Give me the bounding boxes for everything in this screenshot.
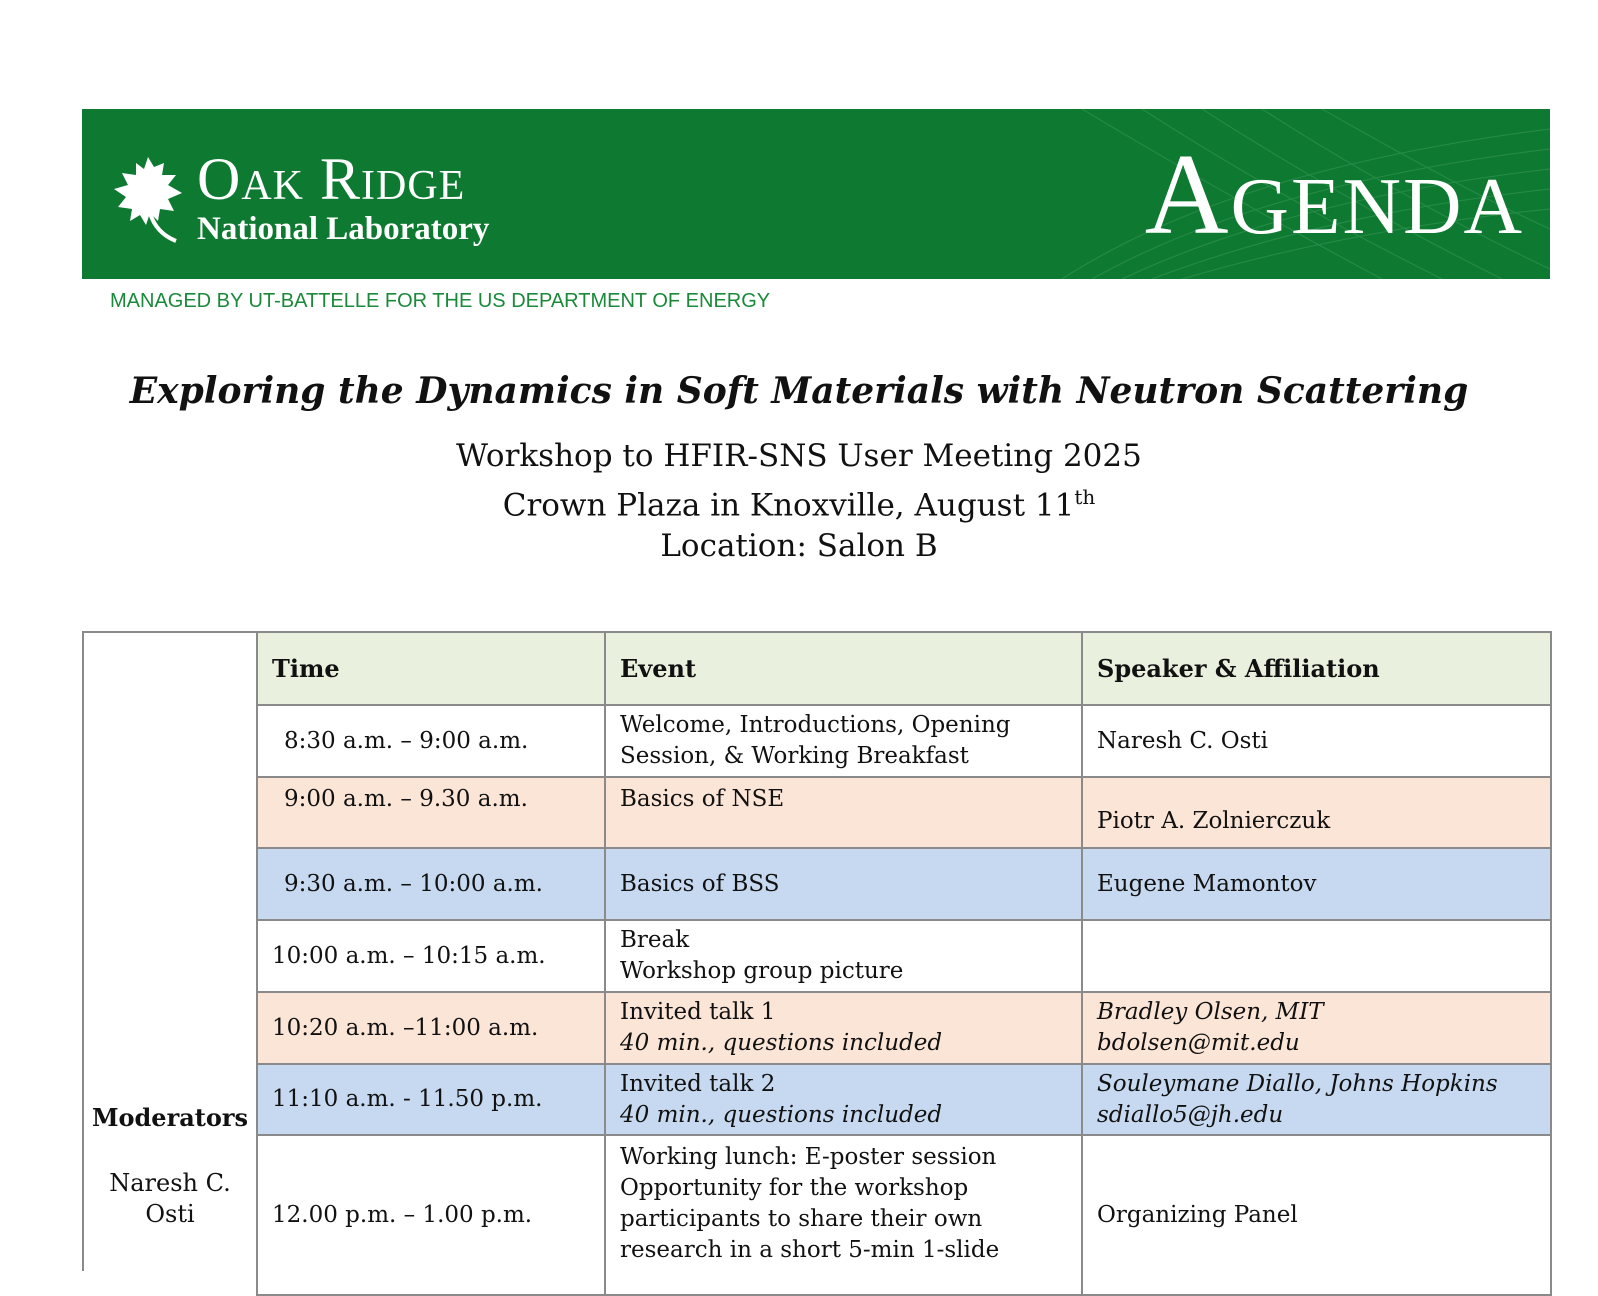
speaker-name: Souleymane Diallo, Johns Hopkins [1097,1070,1498,1097]
managed-by-line: MANAGED BY UT-BATTELLE FOR THE US DEPARTMENT OF ENERGY [110,290,771,312]
meeting-line: Workshop to HFIR-SNS User Meeting 2025 [456,438,1142,474]
agenda-table [256,631,1552,1296]
speaker-email: sdiallo5@jh.edu [1097,1101,1284,1128]
speaker-cell [1082,920,1551,992]
venue-text: Crown Plaza in Knoxville, August 11 [502,487,1075,524]
column-header-event: Event [605,632,1082,705]
speaker-email: bdolsen@mit.edu [1097,1030,1300,1056]
time-cell: 11:10 a.m. - 11.50 p.m. [257,1064,605,1135]
agenda-heading: Agenda [1144,131,1524,259]
org-name: Oak Ridge [197,146,466,212]
event-cell [605,1064,1082,1135]
event-cell [605,705,1082,777]
event-note: 40 min., questions included [620,1101,943,1128]
table-header-row [257,632,1551,705]
event-note: Workshop group picture [620,958,904,984]
org-subtitle: National Laboratory [197,211,490,247]
date-suffix: th [1074,485,1096,509]
speaker-cell: Eugene Mamontov [1082,848,1551,920]
time-cell: 9:00 a.m. – 9.30 a.m. [257,777,605,848]
event-title: Break [620,927,690,953]
speaker-cell: Piotr A. Zolnierczuk [1082,777,1551,848]
time-cell: 9:30 a.m. – 10:00 a.m. [257,848,605,920]
table-row [257,920,1551,992]
event-title: Invited talk 1 [620,999,776,1025]
time-cell: 12.00 p.m. – 1.00 p.m. [257,1135,605,1295]
event-cell [605,920,1082,992]
moderators-column [82,631,256,1271]
event-cell: Basics of BSS [605,848,1082,920]
speaker-cell [1082,1064,1551,1135]
workshop-title: Exploring the Dynamics in Soft Materials with Neutron Scattering [129,370,1469,412]
table-row [257,1064,1551,1135]
table-row [257,777,1551,848]
column-header-speaker: Speaker & Affiliation [1082,632,1551,705]
venue-line [0,477,1598,526]
event-title: Invited talk 2 [620,1070,776,1097]
speaker-name: Bradley Olsen, MIT [1097,999,1324,1025]
event-cell: Working lunch: E-poster session Opportunity for the workshop participants to share their own research in a short 5-min 1-slide [605,1135,1082,1295]
event-note: 40 min., questions included [620,1030,943,1056]
time-cell: 8:30 a.m. – 9:00 a.m. [257,705,605,777]
oak-leaf-logo-icon [110,153,188,245]
speaker-cell [1082,992,1551,1064]
event-cell: Basics of NSE [605,777,1082,848]
speaker-cell: Organizing Panel [1082,1135,1551,1295]
moderator-name: Naresh C. Osti [109,1169,231,1228]
moderators-title: Moderators [91,1103,249,1132]
table-row [257,1135,1551,1295]
table-row [257,848,1551,920]
workshop-details [0,436,1598,567]
event-cell [605,992,1082,1064]
agenda-banner [82,109,1550,279]
location-line: Location: Salon B [660,528,938,565]
event-title: Welcome, Introductions, Opening Session, & Working Breakfast [620,712,1011,769]
time-cell: 10:00 a.m. – 10:15 a.m. [257,920,605,992]
table-row [257,992,1551,1064]
speaker-cell: Naresh C. Osti [1082,705,1551,777]
column-header-time: Time [257,632,605,705]
time-cell: 10:20 a.m. –11:00 a.m. [257,992,605,1064]
table-row [257,705,1551,777]
